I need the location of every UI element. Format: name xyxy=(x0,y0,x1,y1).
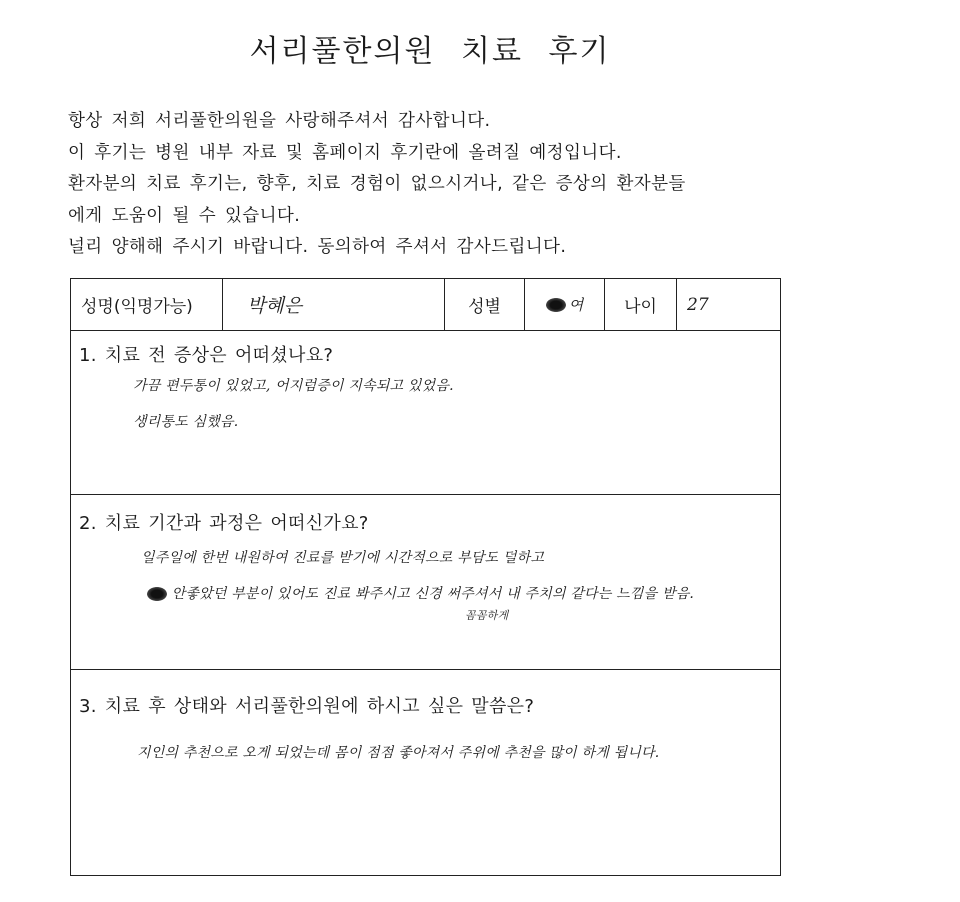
question-3-answer-line: 지인의 추천으로 오게 되었는데 몸이 점점 좋아져서 주위에 추천을 많이 하게 됩니다. xyxy=(137,745,660,761)
question-1-answer-line: 가끔 편두통이 있었고, 어지럼증이 지속되고 있었음. xyxy=(133,378,454,394)
intro-paragraph xyxy=(68,106,828,264)
name-value: 박혜은 xyxy=(247,295,303,317)
intro-line: 항상 저희 서리풀한의원을 사랑해주셔서 감사합니다. xyxy=(68,111,491,131)
intro-line: 이 후기는 병원 내부 자료 및 홈페이지 후기란에 올려질 예정입니다. xyxy=(68,142,622,163)
name-label-cell xyxy=(71,279,223,330)
question-1-answer-line: 생리통도 심했음. xyxy=(133,414,239,430)
age-value-cell xyxy=(677,279,781,330)
gender-label: 성별 xyxy=(468,297,501,317)
question-2-answer-line xyxy=(147,583,694,603)
question-3-label: 3. 치료 후 상태와 서리풀한의원에 하시고 싶은 말씀은? xyxy=(79,696,535,717)
age-label: 나이 xyxy=(624,297,657,317)
gender-value: 여 xyxy=(568,296,584,314)
intro-line: 에게 도움이 될 수 있습니다. xyxy=(68,205,301,226)
crossed-out-mark xyxy=(147,587,167,601)
review-form xyxy=(70,278,781,876)
intro-line: 널리 양해해 주시기 바랍니다. 동의하여 주셔서 감사드립니다. xyxy=(68,237,567,257)
question-2-answer-line: 일주일에 한번 내원하여 진료를 받기에 시간적으로 부담도 덜하고 xyxy=(141,550,545,566)
name-label: 성명(익명가능) xyxy=(81,297,193,317)
age-label-cell xyxy=(605,279,677,330)
question-1-label: 1. 치료 전 증상은 어떠셨나요? xyxy=(79,345,334,366)
question-1-section xyxy=(71,331,780,495)
intro-line: 환자분의 치료 후기는, 향후, 치료 경험이 없으시거나, 같은 증상의 환자분들 xyxy=(68,174,686,194)
question-2-answer-text: 안좋았던 부분이 있어도 진료 봐주시고 신경 써주셔서 내 주치의 같다는 느낌을 받음. xyxy=(171,586,695,602)
question-3-section xyxy=(71,670,780,876)
page-title: 서리풀한의원 치료 후기 xyxy=(249,34,611,69)
question-2-section xyxy=(71,495,780,670)
gender-label-cell xyxy=(445,279,525,330)
age-value: 27 xyxy=(687,294,709,315)
crossed-out-mark xyxy=(546,298,566,312)
question-2-insertion-note: 꼼꼼하게 xyxy=(465,609,509,622)
gender-value-cell xyxy=(525,279,605,330)
question-2-label: 2. 치료 기간과 과정은 어떠신가요? xyxy=(79,513,369,534)
patient-info-row xyxy=(71,279,780,331)
name-value-cell xyxy=(223,279,445,330)
